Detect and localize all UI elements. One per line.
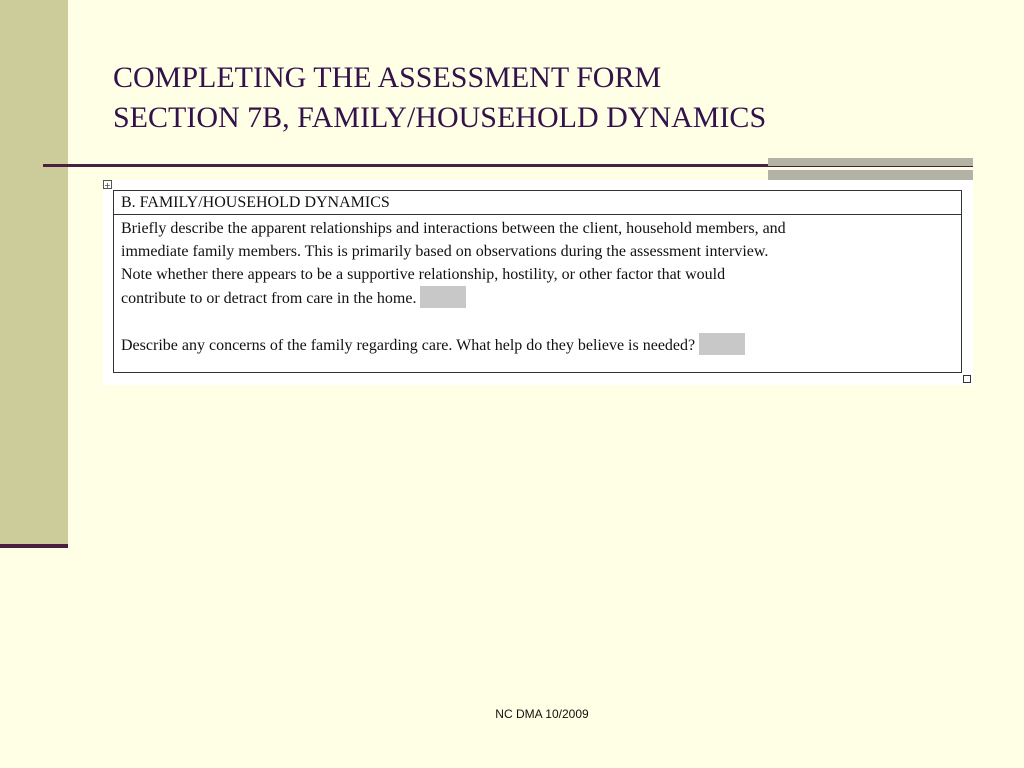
form-section-screenshot xyxy=(103,180,973,385)
family-dynamics-form-table xyxy=(113,190,962,373)
relationships-prompt-line-3: Note whether there appears to be a supportive relationship, hostility, or other factor that would xyxy=(121,266,726,283)
form-body xyxy=(114,215,961,357)
family-concerns-prompt-text: Describe any concerns of the family regarding care. What help do they believe is needed? xyxy=(121,337,696,354)
table-resize-handle-icon xyxy=(963,375,971,383)
slide-title-line-2: SECTION 7B, FAMILY/HOUSEHOLD DYNAMICS xyxy=(113,101,767,134)
table-move-handle-icon: + xyxy=(104,181,111,190)
relationships-prompt-line-4: contribute to or detract from care in the home. xyxy=(121,290,417,307)
left-band-accent-bar xyxy=(0,544,68,548)
relationships-prompt xyxy=(121,217,954,310)
relationships-text-field xyxy=(420,286,466,308)
slide-title-line-1: COMPLETING THE ASSESSMENT FORM xyxy=(113,61,662,94)
family-concerns-prompt xyxy=(121,333,954,357)
form-section-header: B. FAMILY/HOUSEHOLD DYNAMICS xyxy=(114,191,961,215)
relationships-prompt-line-2: immediate family members. This is primarily based on observations during the assessment interview. xyxy=(121,243,769,260)
left-decorative-band xyxy=(0,0,68,544)
slide-title xyxy=(113,58,766,138)
slide-footer: NC DMA 10/2009 xyxy=(495,707,589,721)
relationships-prompt-line-1: Briefly describe the apparent relationships and interactions between the client, household members, and xyxy=(121,220,786,237)
divider-accent-stripes xyxy=(768,158,973,180)
family-concerns-text-field xyxy=(699,333,745,355)
